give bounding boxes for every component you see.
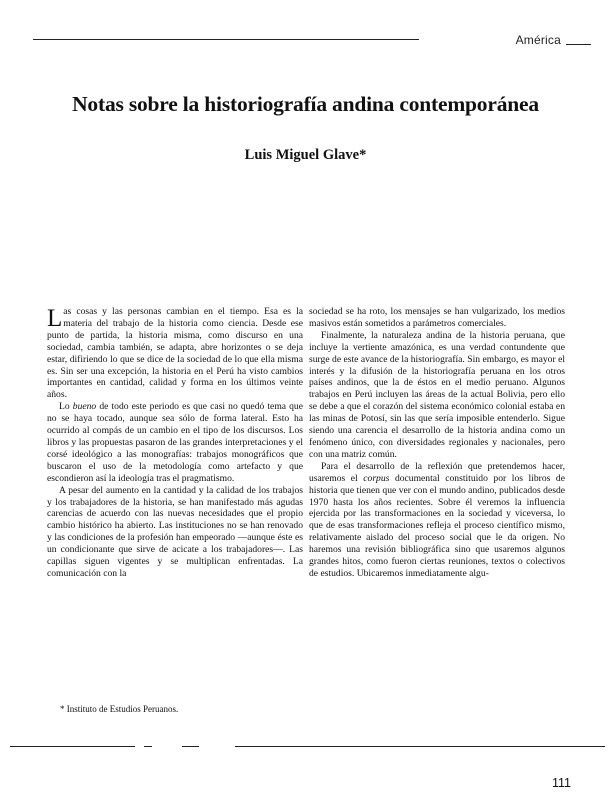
emphasis-text: corpus: [363, 472, 390, 484]
footer-rule: [182, 746, 199, 747]
paragraph-text: as cosas y las personas cambian en el tiempo. Esa es la materia del trabajo de la historia como ciencia. Desde ese punto de partida, la historia misma, como discurso en una sociedad, cambia también, se adapta, abre horizontes o se deja estar, difiriendo lo que se dice de la sociedad de lo que ella misma es. Sin ser una excepción, la historia en el Perú ha visto cambios importantes en cantidad, calidad y forma en los últimos veinte años.: [47, 306, 303, 401]
paragraph: A pesar del aumento en la cantidad y la calidad de los trabajos y los trabajadores de la historia, se han manifestado más agudas carencias de acuerdo con las nuevas necesidades que el propio cambio histórico ha abierto. Las instituciones no se han renovado y las condiciones de la profesión han empeorado —aunque éste es un condicionante que sirve de acicate a los trabajadores—. Las capillas siguen vigentes y se multiplican enfrentadas. La comunicación con la: [47, 484, 303, 579]
paragraph-text: Lo: [59, 401, 73, 413]
article-title: Notas sobre la historiografía andina contemporánea: [72, 92, 539, 116]
paragraph-text: de todo este periodo es que casi no quedó tema que no se haya tocado, aunque sea sólo de forma lateral. Esto ha ocurrido al compás de un cambio en el tipo de los discursos. Los libros y las propuestas pasaron de las grandes interpretaciones y el corsé ideológico a las monografías: trabajos monográficos que buscaron el uso de la metodología como artefacto y que escondieron así la ideología tras el pragmatismo.: [47, 401, 303, 484]
header-rule-left: [33, 39, 419, 40]
drop-cap: L: [47, 305, 63, 332]
paragraph-text: Para el desarrollo de la reflexión que pretendemos hacer, usaremos el: [309, 460, 565, 484]
footer-rule: [235, 746, 605, 747]
paragraph-text: documental constituido por los libros de historia que tienen que ver con el mundo andino, publicados desde 1970 hasta los años recientes. Sobre él veremos la influencia ejercida por las transformaciones en la sociedad y viceversa, lo que de esas transformaciones refleja el proceso científico mismo, relativamente aislado del proceso social que le da origen. No haremos una revisión bibliográfica sino que usaremos algunos grandes hitos, como fueron ciertas reuniones, textos o colectivos de estudios. Ubicaremos inmediatamente algu-: [309, 472, 565, 579]
footnote: * Instituto de Estudios Peruanos.: [60, 704, 179, 714]
footer-rule: [144, 746, 152, 747]
paragraph: [47, 401, 303, 484]
emphasis-text: bueno: [72, 401, 97, 413]
section-label: América: [515, 33, 561, 47]
paragraph: Finalmente, la naturaleza andina de la historia peruana, que incluye la vertiente amazónica, es una verdad contundente que surge de este avance de la historiografía. Sin embargo, es mayor el interés y la difusión de la historiografía peruana en los otros países andinos, que la de éstos en el medio peruano. Algunos trabajos en Perú incluyen las áreas de la actual Bolivia, pero ello se debe a que el corazón del sistema económico colonial estaba en las minas de Potosí, sin las que sería imposible entenderlo. Sigue siendo una carencia el desarrollo de la historia andina como un fenómeno único, con diversidades regionales y nacionales, pero con una matriz común.: [309, 329, 565, 460]
text-column-right: [309, 306, 565, 580]
paragraph: [309, 461, 565, 580]
page-number: 111: [551, 776, 571, 790]
text-column-left: [47, 306, 303, 580]
paragraph: sociedad se ha roto, los mensajes se han vulgarizado, los medios masivos están sometidos a parámetros comerciales.: [309, 306, 565, 329]
paragraph: [47, 306, 303, 401]
footer-rule: [10, 746, 135, 747]
article-author: Luis Miguel Glave*: [244, 147, 367, 163]
header-rule-right: [566, 44, 591, 45]
